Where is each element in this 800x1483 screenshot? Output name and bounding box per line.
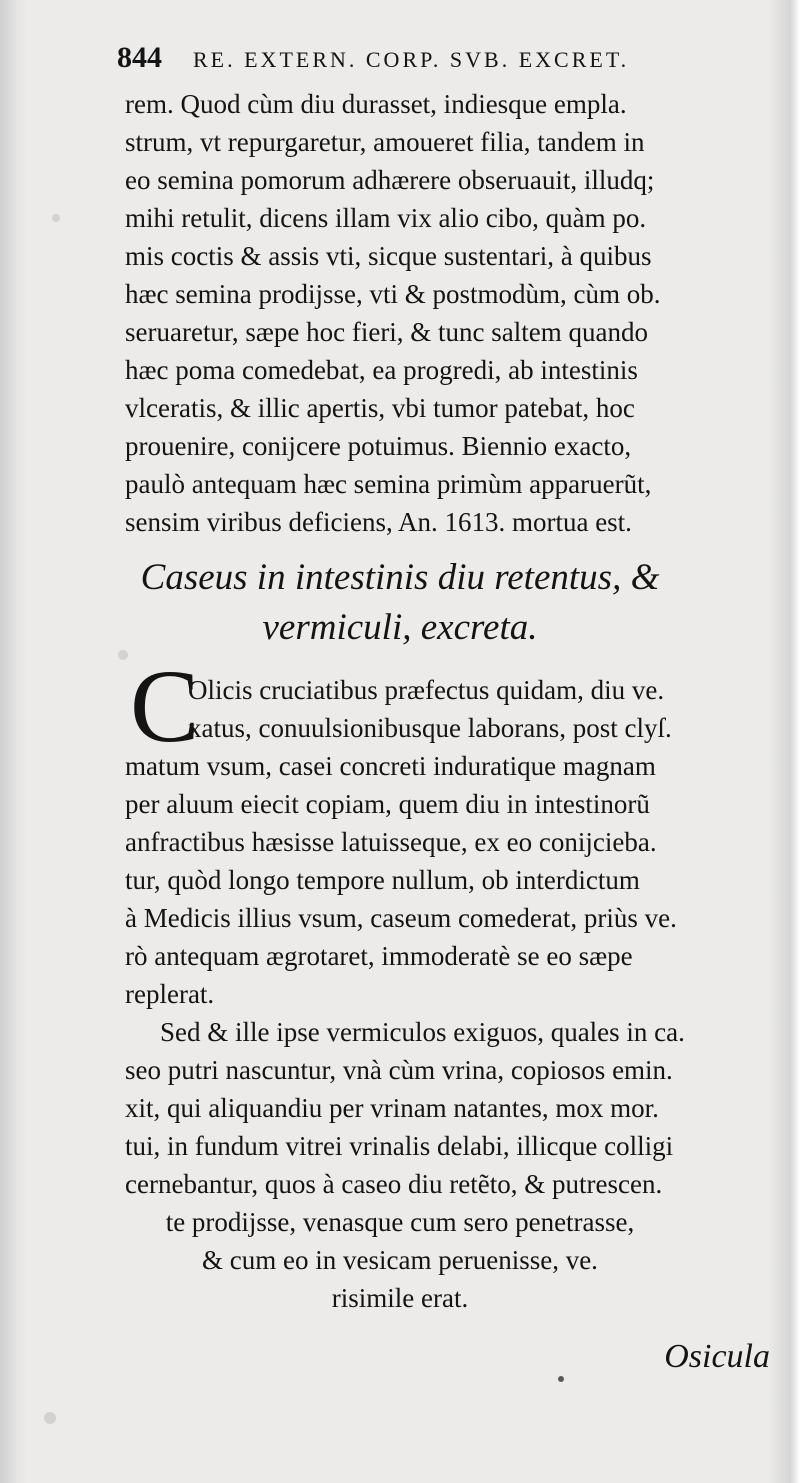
text-line: rem. Quod cùm diu durasset, indiesque empla.: [125, 89, 627, 119]
text-line-centered: te prodijsse, venasque cum sero penetrasse,: [165, 1207, 635, 1237]
running-head: [117, 40, 757, 78]
catchword: Osicula: [664, 1338, 770, 1375]
text-line: à Medicis illius vsum, caseum comederat, priùs ve.: [125, 903, 677, 933]
ink-spot: [118, 650, 128, 660]
text-line: prouenire, conijcere potuimus. Biennio exacto,: [125, 431, 632, 461]
text-line: xit, qui aliquandiu per vrinam natantes, mox mor.: [125, 1093, 659, 1123]
text-line: strum, vt repurgaretur, amoueret filia, tandem in: [125, 127, 645, 157]
text-line: hæc semina prodijsse, vti & postmodùm, cùm ob.: [125, 279, 661, 309]
text-line: per aluum eiecit copiam, quem diu in intestinorũ: [125, 789, 650, 819]
text-line: anfractibus hæsisse latuisseque, ex eo conijcieba.: [125, 827, 657, 857]
text-line: Olicis cruciatibus præfectus quidam, diu ve.: [188, 675, 665, 705]
text-line: rò antequam ægrotaret, immoderatè se eo sæpe: [125, 941, 633, 971]
text-line-centered: & cum eo in vesicam peruenisse, ve.: [202, 1245, 598, 1275]
text-line: mihi retulit, dicens illam vix alio cibo, quàm po.: [125, 203, 647, 233]
running-head-title: RE. EXTERN. CORP. SVB. EXCRET.: [193, 47, 630, 72]
section-heading-line-1: Caseus in intestinis diu retentus, &: [140, 557, 660, 598]
ink-spot: [52, 214, 60, 222]
text-line: seruaretur, sæpe hoc fieri, & tunc saltem quando: [125, 317, 649, 347]
ink-spot: [44, 1412, 56, 1424]
text-line: matum vsum, casei concreti induratique magnam: [125, 751, 656, 781]
text-line: replerat.: [125, 979, 215, 1009]
text-line: vlceratis, & illic apertis, vbi tumor patebat, hoc: [125, 393, 635, 423]
text-line: eo semina pomorum adhærere obseruauit, illudq;: [125, 165, 655, 195]
text-line: xatus, conuulsionibusque laborans, post clyſ.: [188, 713, 672, 743]
page-number: 844: [117, 41, 162, 74]
text-line-centered: risimile erat.: [331, 1283, 469, 1313]
text-line: tui, in fundum vitrei vrinalis delabi, illicque colligi: [125, 1131, 674, 1161]
text-line: Sed & ille ipse vermiculos exiguos, quales in ca.: [160, 1017, 685, 1047]
text-line: paulò antequam hæc semina primùm apparuerũt,: [125, 469, 652, 499]
ink-spot: [558, 1376, 564, 1382]
text-line: seo putri nascuntur, vnà cùm vrina, copiosos emin.: [125, 1055, 673, 1085]
text-line: mis coctis & assis vti, sicque sustentari, à quibus: [125, 241, 652, 271]
text-line: tur, quòd longo tempore nullum, ob interdictum: [125, 865, 640, 895]
text-line: hæc poma comedebat, ea progredi, ab intestinis: [125, 355, 638, 385]
drop-cap: C: [130, 649, 200, 764]
text-line: sensim viribus deficiens, An. 1613. mortua est.: [125, 507, 632, 537]
text-line: cernebantur, quos à caseo diu retẽto, & putrescen.: [125, 1169, 663, 1199]
section-heading-line-2: vermiculi, excreta.: [262, 607, 538, 648]
